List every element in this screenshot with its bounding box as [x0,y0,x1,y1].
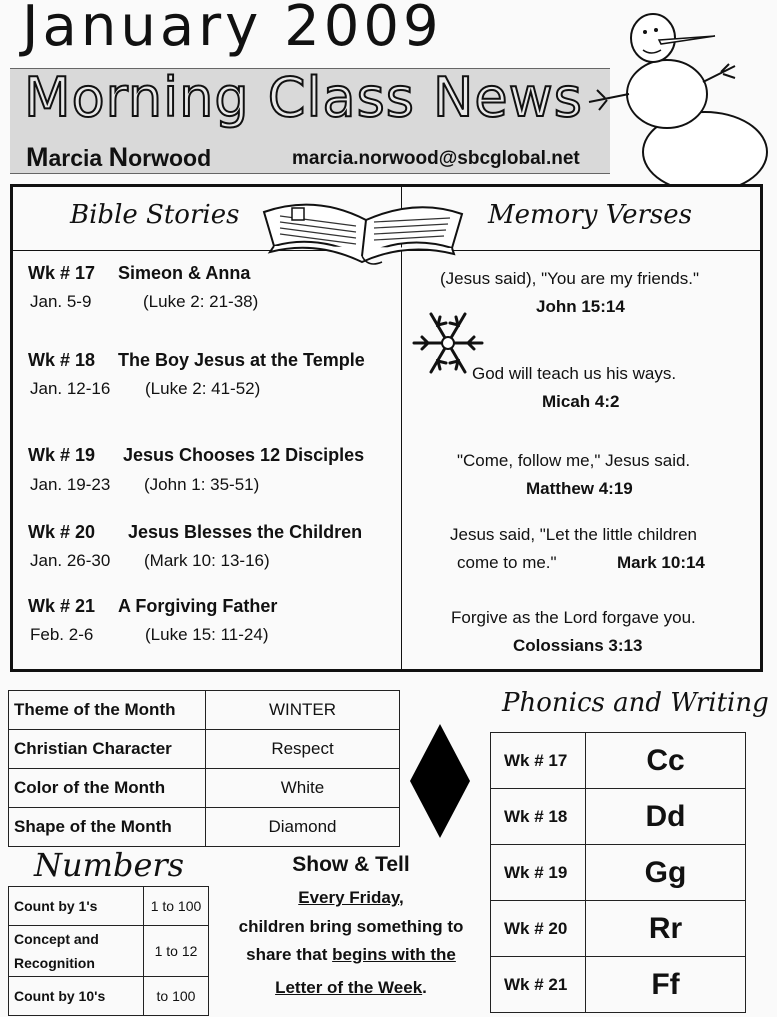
table-row [491,901,746,957]
diamond-shape-icon [408,722,472,840]
show-and-tell-line: share that begins with the [246,945,456,964]
phonics-week: Wk # 19 [491,845,586,901]
show-and-tell-line: Every Friday, [298,888,404,907]
info-value: White [206,769,400,808]
verse-reference: Mark 10:14 [617,553,705,572]
verse-text: Forgive as the Lord forgave you. [451,608,696,627]
verse-text: come to me." [457,553,557,572]
show-and-tell-line: children bring something to [238,917,464,936]
story-reference: (Luke 15: 11-24) [145,625,269,644]
numbers-heading: Numbers [34,846,185,884]
verse-text: Jesus said, "Let the little children [450,525,697,544]
story-row: Wk # 17 Simeon & Anna [28,263,251,283]
snowman-icon [585,2,770,192]
story-reference: (John 1: 35-51) [144,475,260,494]
author-name: Marcia Norwood [26,142,212,172]
numbers-table [8,886,209,1016]
table-row [9,691,400,730]
table-row [9,769,400,808]
story-row: Wk # 19 Jesus Chooses 12 Disciples [28,445,365,465]
verse-reference: John 15:14 [536,297,625,316]
info-label: Theme of the Month [9,691,206,730]
memory-verses-heading: Memory Verses [488,200,692,230]
phonics-week: Wk # 17 [491,733,586,789]
phonics-week: Wk # 21 [491,957,586,1013]
story-reference: (Mark 10: 13-16) [144,551,270,570]
open-bible-icon [256,190,468,268]
table-row [9,926,209,977]
table-row [9,977,209,1016]
table-row [491,789,746,845]
info-value: WINTER [206,691,400,730]
page-title: January 2009 [22,0,443,59]
phonics-letters: Gg [586,845,746,901]
phonics-letters: Cc [586,733,746,789]
table-row [491,845,746,901]
info-value: Diamond [206,808,400,847]
story-dates: Jan. 12-16 [30,379,111,398]
table-row [9,730,400,769]
numbers-value: to 100 [144,977,209,1016]
verse-reference: Micah 4:2 [542,392,620,411]
show-and-tell-line: Letter of the Week. [275,978,427,997]
phonics-letters: Rr [586,901,746,957]
numbers-label: Count by 10's [9,977,144,1016]
story-reference: (Luke 2: 21-38) [143,292,259,311]
story-dates: Jan. 19-23 [30,475,111,494]
story-row: Wk # 20 Jesus Blesses the Children [28,522,363,542]
verse-reference: Matthew 4:19 [526,479,633,498]
phonics-letters: Dd [586,789,746,845]
phonics-heading: Phonics and Writing [502,688,769,718]
phonics-letters: Ff [586,957,746,1013]
story-dates: Jan. 5-9 [30,292,92,311]
story-dates: Feb. 2-6 [30,625,94,644]
info-value: Respect [206,730,400,769]
show-and-tell-title: Show & Tell [292,853,410,876]
numbers-value: 1 to 12 [144,926,209,977]
story-row: Wk # 21 A Forgiving Father [28,596,278,616]
table-row [491,957,746,1013]
phonics-week: Wk # 20 [491,901,586,957]
verse-reference: Colossians 3:13 [513,636,643,655]
info-label: Color of the Month [9,769,206,808]
table-row [9,887,209,926]
verse-text: God will teach us his ways. [472,364,677,383]
verse-text: (Jesus said), "You are my friends." [440,269,699,288]
story-dates: Jan. 26-30 [30,551,111,570]
author-email[interactable]: marcia.norwood@sbcglobal.net [292,148,580,169]
numbers-value: 1 to 100 [144,887,209,926]
monthly-info-table [8,690,400,847]
numbers-label: Count by 1's [9,887,144,926]
info-label: Christian Character [9,730,206,769]
phonics-table [490,732,746,1013]
bible-stories-heading: Bible Stories [70,200,240,230]
info-label: Shape of the Month [9,808,206,847]
table-row [491,733,746,789]
table-row [9,808,400,847]
numbers-label: Concept and Recognition [9,926,144,977]
story-reference: (Luke 2: 41-52) [145,379,261,398]
newsletter-title: Morning Class News [24,66,583,129]
verse-text: "Come, follow me," Jesus said. [457,451,691,470]
phonics-week: Wk # 18 [491,789,586,845]
story-row: Wk # 18 The Boy Jesus at the Temple [28,350,365,370]
